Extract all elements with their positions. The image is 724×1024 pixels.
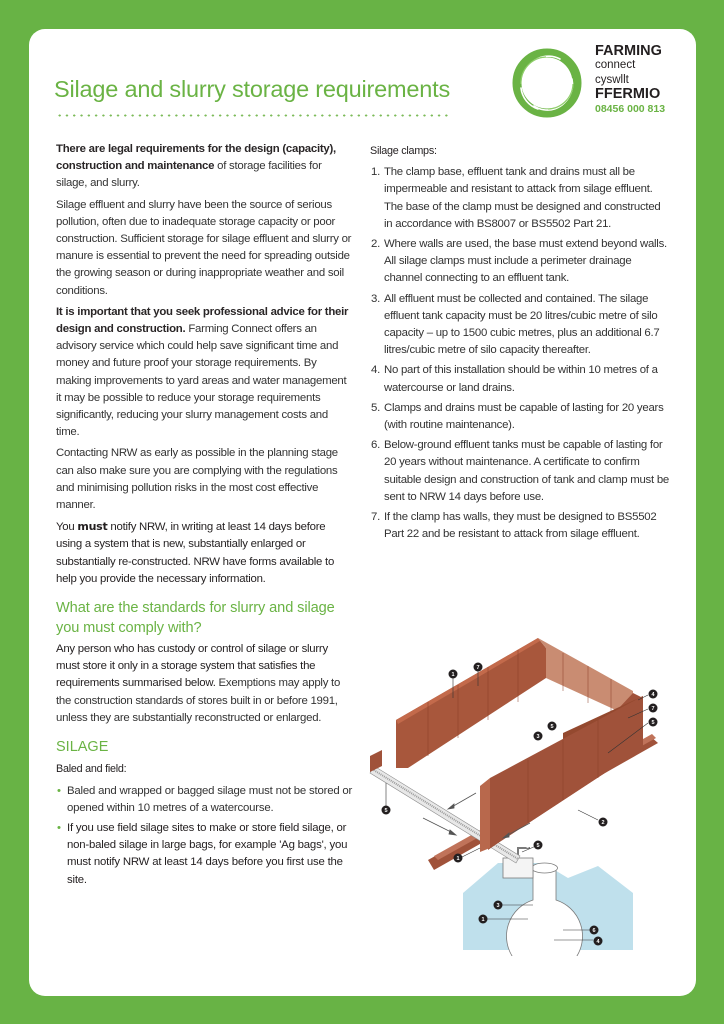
logo-wordmark bbox=[595, 44, 665, 115]
callout-5-floor bbox=[548, 722, 557, 731]
standards-heading: What are the standards for slurry and silage you must comply with? bbox=[56, 600, 335, 637]
item-number: 2. bbox=[371, 238, 380, 251]
notify-after: notify NRW, in writing at least 14 days before using a system that is new, substantially enlarged or substantially re-constructed. NRW have forms available to help you provide the necessary information. bbox=[56, 521, 335, 585]
bullet-item bbox=[56, 783, 354, 817]
callout-5-sump bbox=[534, 841, 543, 850]
baled-bullet-list bbox=[56, 783, 354, 889]
intro-paragraph bbox=[56, 141, 354, 193]
item-text: Where walls are used, the base must extend beyond walls. All silage clamps must include a perimeter drainage channel connecting to an effluent tank. bbox=[384, 238, 667, 285]
logo-cyswllt: cyswllt bbox=[595, 74, 629, 86]
dotted-divider bbox=[56, 114, 450, 117]
standards-rest: Exemptions may apply to the construction standards of stores built in or before 1991, unless they are substantially reconstructed or enlarged. bbox=[56, 677, 341, 724]
item-text: If the clamp has walls, they must be designed to BS5502 Part 22 and be resistant to attack from silage effluent. bbox=[384, 511, 657, 541]
notify-paragraph bbox=[56, 518, 354, 588]
silage-clamp-diagram bbox=[368, 638, 688, 956]
svg-text:6: 6 bbox=[592, 928, 596, 934]
clamps-heading: Silage clamps: bbox=[370, 145, 437, 157]
svg-text:7: 7 bbox=[476, 665, 480, 671]
baled-heading: Baled and field: bbox=[56, 763, 127, 776]
notify-before: You bbox=[56, 521, 78, 534]
requirement-item bbox=[370, 437, 670, 506]
svg-text:5: 5 bbox=[384, 808, 388, 814]
item-number: 7. bbox=[371, 511, 380, 524]
requirement-item bbox=[370, 164, 670, 233]
svg-text:2: 2 bbox=[601, 820, 605, 826]
item-text: No part of this installation should be within 10 metres of a watercourse or land drains. bbox=[384, 364, 658, 394]
svg-text:3: 3 bbox=[496, 903, 500, 909]
standards-paragraph bbox=[56, 641, 354, 727]
svg-text:1: 1 bbox=[481, 917, 485, 923]
bullet-icon: • bbox=[57, 821, 61, 834]
callout-6-tank bbox=[590, 926, 599, 935]
standards-strong: Any person who has custody or control of silage or slurry must store it only in a storage system that satisfies the requirements summarised below. bbox=[56, 643, 328, 690]
page-title: Silage and slurry storage requirements bbox=[54, 76, 451, 102]
callout-5-left bbox=[382, 806, 391, 815]
pollution-paragraph: Silage effluent and slurry have been the source of serious pollution, often due to inadequate storage capacity or poor construction. Sufficient storage for silage effluent and slurry or manure is essential to prevent the need for spreading outside the growing season or during inappropriate weather and soil conditions. bbox=[56, 198, 352, 297]
requirement-item bbox=[370, 509, 670, 543]
sump-box bbox=[503, 858, 533, 878]
item-text: Below-ground effluent tanks must be capable of lasting for 20 years without maintenance. A certificate to confirm suitable design and construction of tank and clamp must be sent to NRW 14 days before use. bbox=[384, 439, 669, 503]
advice-paragraph bbox=[56, 304, 354, 442]
farming-connect-ring-icon bbox=[510, 46, 584, 120]
callout-3-floor bbox=[534, 732, 543, 741]
callout-1-tank bbox=[479, 915, 488, 924]
svg-text:5: 5 bbox=[651, 720, 655, 726]
item-text: Clamps and drains must be capable of lasting for 20 years (with routine maintenance). bbox=[384, 401, 664, 432]
svg-text:1: 1 bbox=[456, 856, 460, 862]
item-number: 3. bbox=[371, 292, 380, 305]
notify-emphasis: must bbox=[77, 520, 108, 534]
svg-text:5: 5 bbox=[536, 843, 540, 849]
callout-1-channel bbox=[454, 854, 463, 863]
clamp-requirements-list bbox=[370, 164, 670, 543]
item-number: 5. bbox=[371, 401, 380, 414]
item-text: All effluent must be collected and contained. The silage effluent tank capacity must be 20 litres/cubic metre of silo capacity – up to 1500 cubic metres, plus an additional 6.7 litres/cubic metre of silo capacity thereafter. bbox=[384, 292, 660, 357]
requirement-item bbox=[370, 362, 670, 396]
logo-farming: FARMING bbox=[595, 43, 662, 59]
bullet-icon: • bbox=[57, 784, 61, 797]
bullet-strong: If you use field silage sites to make or store field silage, or non-baled silage in large bags, bbox=[67, 821, 347, 852]
item-text: The clamp base, effluent tank and drains must all be impermeable and resistant to attack from silage effluent. The base of the clamp must be designed and constructed in accordance with BS8007 or BS5502 Part 21. bbox=[384, 166, 661, 230]
requirement-item bbox=[370, 236, 670, 288]
callout-5-right bbox=[649, 718, 658, 727]
svg-text:1: 1 bbox=[451, 672, 455, 678]
silage-heading: SILAGE bbox=[56, 739, 109, 756]
bullet-text: Baled and wrapped or bagged silage must not be stored or opened within 10 metres of a watercourse. bbox=[67, 784, 353, 814]
callout-1-top bbox=[449, 670, 458, 679]
logo-phone: 08456 000 813 bbox=[595, 103, 666, 115]
bullet-text: for example 'Ag bags', you must notify NRW at least 14 days before you first use the site. bbox=[67, 839, 348, 886]
logo-connect: connect bbox=[595, 58, 636, 71]
bullet-item bbox=[56, 820, 354, 889]
clamp-wall-end bbox=[480, 778, 490, 852]
callout-2-kerb bbox=[599, 818, 608, 827]
callout-7-top bbox=[474, 663, 483, 672]
callout-3-tank bbox=[494, 901, 503, 910]
requirement-item bbox=[370, 400, 670, 434]
callout-4-right bbox=[649, 690, 658, 699]
svg-text:5: 5 bbox=[550, 724, 554, 730]
svg-text:7: 7 bbox=[651, 706, 655, 712]
right-column bbox=[370, 143, 670, 546]
left-column bbox=[56, 141, 354, 892]
logo-ffermio: FFERMIO bbox=[595, 85, 661, 102]
intro-rest: of storage facilities for silage, and slurry. bbox=[56, 160, 322, 190]
svg-text:3: 3 bbox=[536, 734, 540, 740]
svg-text:4: 4 bbox=[651, 692, 655, 698]
item-number: 4. bbox=[371, 364, 380, 377]
advice-strong: It is important that you seek professional advice for their design and construction. bbox=[56, 305, 349, 336]
callout-4-tank bbox=[594, 937, 603, 946]
advice-rest: Farming Connect offers an advisory service which could help save significant time and money and future proof your storage requirements. By making improvements to yard areas and water management it may be possible to reduce your storage requirements significantly, reducing your slurry management costs and time. bbox=[56, 323, 347, 439]
svg-text:4: 4 bbox=[596, 939, 600, 945]
callout-7-right bbox=[649, 704, 658, 713]
farming-connect-logo bbox=[510, 44, 680, 128]
contact-nrw-paragraph: Contacting NRW as early as possible in the planning stage can also make sure you are complying with the regulations and minimising pollution risks in the most cost effective manner. bbox=[56, 447, 338, 512]
item-number: 6. bbox=[371, 439, 380, 452]
requirement-item bbox=[370, 291, 670, 360]
intro-strong: There are legal requirements for the design (capacity), construction and maintenance bbox=[56, 143, 336, 173]
item-number: 1. bbox=[371, 166, 380, 179]
